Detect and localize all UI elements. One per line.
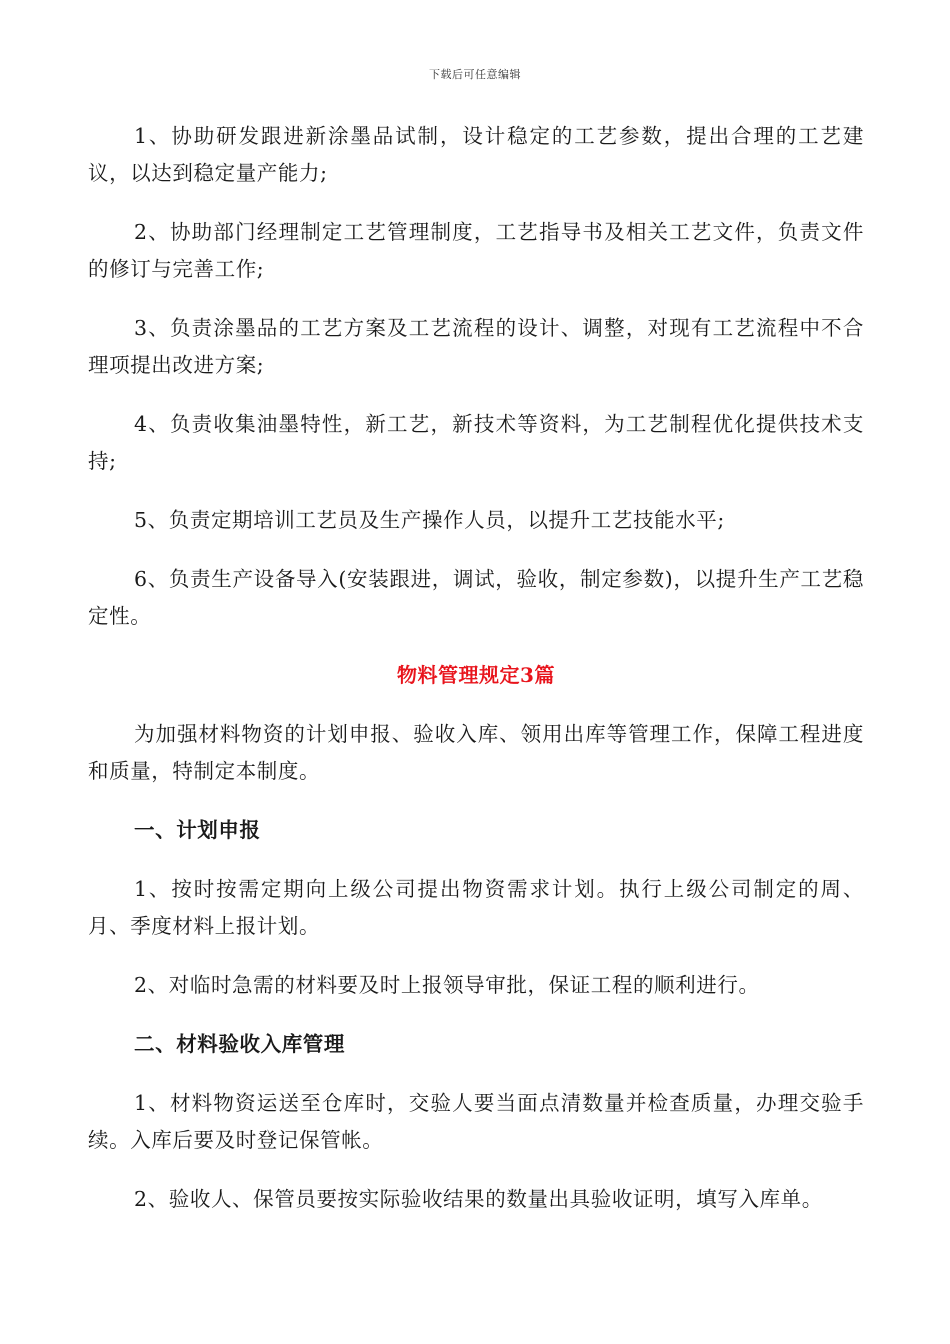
section-heading-receiving: 二、材料验收入库管理 [134, 1032, 345, 1056]
duty-item-3: 3、负责涂墨品的工艺方案及工艺流程的设计、调整，对现有工艺流程中不合理项提出改进方案; [88, 316, 864, 377]
duty-item-2: 2、协助部门经理制定工艺管理制度，工艺指导书及相关工艺文件，负责文件的修订与完善工作; [88, 220, 864, 281]
document-body [88, 118, 864, 1240]
section-heading-plan: 一、计划申报 [134, 818, 261, 842]
duty-item-6: 6、负责生产设备导入(安装跟进，调试，验收，制定参数)，以提升生产工艺稳定性。 [88, 567, 864, 628]
intro-paragraph: 为加强材料物资的计划申报、验收入库、领用出库等管理工作，保障工程进度和质量，特制定本制度。 [88, 722, 864, 783]
plan-item-1: 1、按时按需定期向上级公司提出物资需求计划。执行上级公司制定的周、月、季度材料上报计划。 [88, 877, 864, 938]
duty-item-4: 4、负责收集油墨特性，新工艺，新技术等资料，为工艺制程优化提供技术支持; [88, 412, 864, 473]
receiving-item-1: 1、材料物资运送至仓库时，交验人要当面点清数量并检查质量，办理交验手续。入库后要及时登记保管帐。 [88, 1091, 864, 1152]
receiving-item-2: 2、验收人、保管员要按实际验收结果的数量出具验收证明，填写入库单。 [134, 1187, 823, 1211]
page-header: 下载后可任意编辑 [429, 68, 521, 81]
duty-item-5: 5、负责定期培训工艺员及生产操作人员，以提升工艺技能水平; [134, 508, 725, 532]
document-title: 物料管理规定3篇 [397, 663, 555, 687]
plan-item-2: 2、对临时急需的材料要及时上报领导审批，保证工程的顺利进行。 [134, 973, 760, 997]
duty-item-1: 1、协助研发跟进新涂墨品试制，设计稳定的工艺参数，提出合理的工艺建议，以达到稳定量产能力; [88, 124, 864, 185]
